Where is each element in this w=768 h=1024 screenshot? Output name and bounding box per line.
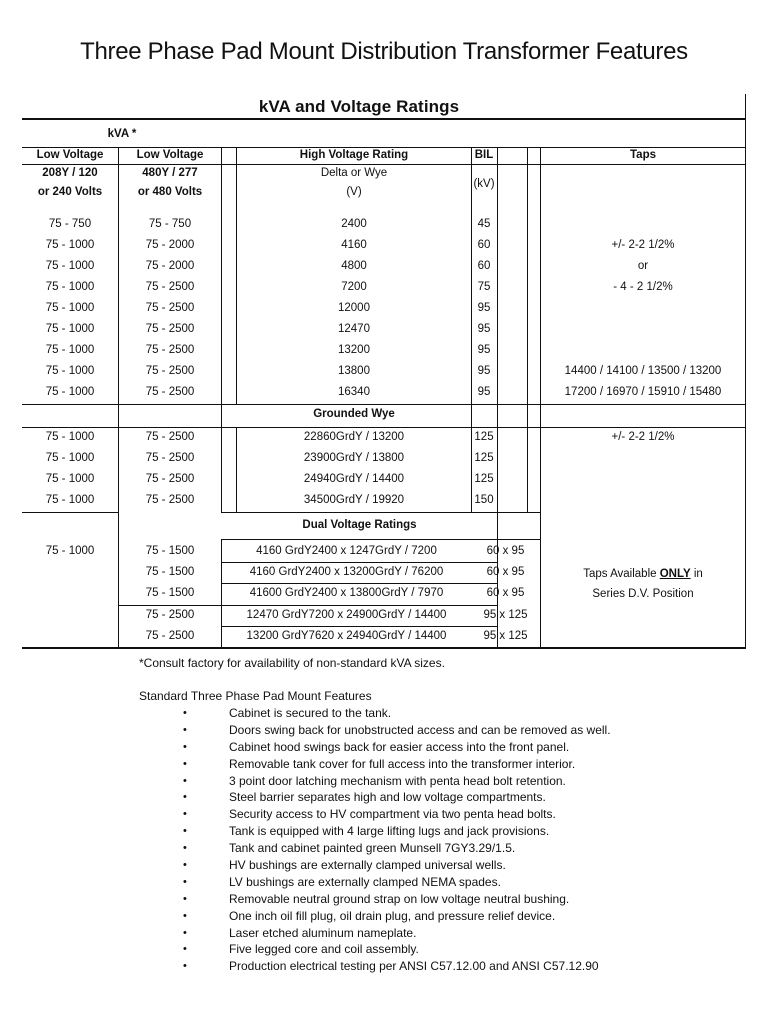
- rule: [22, 512, 118, 513]
- feature-text: Production electrical testing per ANSI C57.12.00 and ANSI C57.12.90: [229, 959, 599, 974]
- cell-hv: 12470 GrdY7200 x 24900GrdY / 14400: [246, 609, 447, 622]
- rule: [22, 427, 746, 428]
- cell-lv2: 75 - 2500: [145, 473, 195, 486]
- cell-bil: 95: [477, 386, 491, 399]
- cell-bil: 95 x 125: [483, 609, 528, 622]
- cell-bil: 95: [477, 344, 491, 357]
- cell-hv: 4160 GrdY2400 x 1247GrdY / 7200: [256, 545, 437, 558]
- bullet: •: [183, 960, 187, 973]
- cell-lv1: 75 - 1000: [45, 260, 95, 273]
- bullet: •: [183, 723, 187, 736]
- cell-bil: 45: [477, 218, 491, 231]
- list-item: [180, 891, 611, 908]
- cell-hv: 4800: [341, 260, 367, 273]
- cell-lv1: 75 - 1000: [45, 545, 95, 558]
- subheader: or 480 Volts: [137, 186, 203, 199]
- rule: [22, 404, 746, 405]
- cell-hv: 22860GrdY / 13200: [303, 431, 405, 444]
- cell-bil: 95: [477, 365, 491, 378]
- cell-lv1: 75 - 1000: [45, 452, 95, 465]
- dual-taps-post: in: [690, 568, 703, 581]
- rule: [221, 626, 497, 627]
- cell-lv2: 75 - 2500: [145, 609, 195, 622]
- cell-lv2: 75 - 2500: [145, 344, 195, 357]
- cell-hv: 4160 GrdY2400 x 13200GrdY / 76200: [249, 566, 444, 579]
- bullet: •: [183, 943, 187, 956]
- cell-lv1: 75 - 1000: [45, 386, 95, 399]
- rule: [118, 605, 497, 606]
- feature-text: Steel barrier separates high and low voltage compartments.: [229, 790, 546, 805]
- ratings-table: [22, 94, 746, 648]
- list-item: [180, 773, 611, 790]
- feature-text: Five legged core and coil assembly.: [229, 942, 419, 957]
- cell-bil: 75: [477, 281, 491, 294]
- bullet: •: [183, 740, 187, 753]
- grounded-wye-label: Grounded Wye: [313, 408, 395, 421]
- cell-hv: 34500GrdY / 19920: [303, 494, 405, 507]
- bullet: •: [183, 808, 187, 821]
- cell-lv2: 75 - 2500: [145, 494, 195, 507]
- list-item: [180, 739, 611, 756]
- list-item: [180, 840, 611, 857]
- cell-hv: 4160: [341, 239, 367, 252]
- cell-lv2: 75 - 750: [148, 218, 192, 231]
- list-item: [180, 789, 611, 806]
- cell-lv1: 75 - 1000: [45, 494, 95, 507]
- taps-text: - 4 - 2 1/2%: [613, 281, 673, 294]
- bullet: •: [183, 707, 187, 719]
- header-low-voltage-1: Low Voltage: [36, 149, 104, 162]
- cell-bil: 95: [477, 302, 491, 315]
- feature-text: LV bushings are externally clamped NEMA spades.: [229, 874, 501, 889]
- cell-bil: 60: [477, 260, 491, 273]
- feature-text: Cabinet hood swings back for easier access into the front panel.: [229, 739, 570, 754]
- feature-text: Tank and cabinet painted green Munsell 7GY3.29/1.5.: [229, 841, 516, 856]
- header-high-voltage: High Voltage Rating: [299, 149, 409, 162]
- header-bil: BIL: [474, 149, 494, 162]
- dual-taps-only: ONLY: [659, 568, 691, 581]
- cell-lv1: 75 - 1000: [45, 431, 95, 444]
- cell-hv: 7200: [341, 281, 367, 294]
- cell-lv2: 75 - 1500: [145, 566, 195, 579]
- cell-lv2: 75 - 2500: [145, 365, 195, 378]
- list-item: [180, 756, 611, 773]
- list-item: [180, 705, 611, 722]
- cell-lv2: 75 - 2500: [145, 386, 195, 399]
- cell-lv2: 75 - 1500: [145, 545, 195, 558]
- cell-lv1: 75 - 1000: [45, 281, 95, 294]
- bullet: •: [183, 892, 187, 905]
- cell-lv2: 75 - 2500: [145, 630, 195, 643]
- cell-lv2: 75 - 2500: [145, 302, 195, 315]
- cell-bil: 95: [477, 323, 491, 336]
- cell-hv: 24940GrdY / 14400: [303, 473, 405, 486]
- bullet: •: [183, 842, 187, 855]
- cell-lv1: 75 - 1000: [45, 344, 95, 357]
- list-item: [180, 908, 611, 925]
- bullet: •: [183, 791, 187, 804]
- cell-lv1: 75 - 1000: [45, 323, 95, 336]
- rule: [527, 147, 528, 513]
- table-bottom-border: [22, 647, 746, 649]
- cell-bil: 150: [474, 494, 494, 507]
- cell-bil: 60 x 95: [486, 587, 525, 600]
- subheader: (V): [346, 186, 362, 199]
- taps-text: +/- 2-2 1/2%: [611, 431, 675, 444]
- cell-bil: 95 x 125: [483, 630, 528, 643]
- list-item: [180, 958, 611, 975]
- subheader: (kV): [473, 178, 495, 191]
- rule: [221, 147, 222, 513]
- page-title: Three Phase Pad Mount Distribution Transformer Features: [80, 38, 688, 65]
- feature-text: Doors swing back for unobstructed access and can be removed as well.: [229, 722, 611, 737]
- cell-lv2: 75 - 1500: [145, 587, 195, 600]
- dual-taps-line2: Series D.V. Position: [592, 588, 694, 601]
- subheader: 480Y / 277: [142, 167, 198, 180]
- table-top-border: [22, 118, 746, 120]
- cell-hv: 23900GrdY / 13800: [303, 452, 405, 465]
- features-title: Standard Three Phase Pad Mount Features: [139, 689, 372, 703]
- cell-lv2: 75 - 2500: [145, 452, 195, 465]
- cell-lv2: 75 - 2500: [145, 431, 195, 444]
- list-item: [180, 857, 611, 874]
- bullet: •: [183, 909, 187, 922]
- bullet: •: [183, 875, 187, 888]
- rule: [221, 583, 497, 584]
- cell-hv: 16340: [338, 386, 370, 399]
- rule: [22, 164, 746, 165]
- header-taps: Taps: [630, 149, 656, 162]
- features-list: [180, 705, 611, 975]
- kva-header: kVA *: [107, 128, 137, 141]
- cell-hv: 41600 GrdY2400 x 13800GrdY / 7970: [249, 587, 444, 600]
- feature-text: Tank is equipped with 4 large lifting lugs and jack provisions.: [229, 824, 550, 839]
- subheader: 208Y / 120: [42, 167, 98, 180]
- cell-lv1: 75 - 1000: [45, 473, 95, 486]
- rule: [221, 539, 540, 540]
- feature-text: Security access to HV compartment via two penta head bolts.: [229, 807, 556, 822]
- bullet: •: [183, 774, 187, 787]
- cell-bil: 60: [477, 239, 491, 252]
- dual-taps-pre: Taps Available: [583, 568, 660, 581]
- cell-hv: 13200: [338, 344, 370, 357]
- bullet: •: [183, 859, 187, 872]
- cell-lv2: 75 - 2500: [145, 281, 195, 294]
- taps-text: 17200 / 16970 / 15910 / 15480: [564, 386, 722, 399]
- header-low-voltage-2: Low Voltage: [136, 149, 204, 162]
- list-item: [180, 874, 611, 891]
- feature-text: 3 point door latching mechanism with penta head bolt retention.: [229, 773, 566, 788]
- cell-hv: 2400: [341, 218, 367, 231]
- rule: [221, 512, 540, 513]
- list-item: [180, 925, 611, 942]
- list-item: [180, 722, 611, 739]
- taps-text: or: [637, 260, 649, 273]
- rule: [221, 562, 497, 563]
- list-item: [180, 823, 611, 840]
- cell-lv1: 75 - 750: [48, 218, 92, 231]
- list-item: [180, 941, 611, 958]
- list-item: [180, 806, 611, 823]
- feature-text: One inch oil fill plug, oil drain plug, and pressure relief device.: [229, 908, 556, 923]
- bullet: •: [183, 926, 187, 939]
- cell-bil: 60 x 95: [486, 566, 525, 579]
- cell-lv1: 75 - 1000: [45, 365, 95, 378]
- feature-text: Removable tank cover for full access into the transformer interior.: [229, 756, 576, 771]
- cell-lv2: 75 - 2000: [145, 260, 195, 273]
- cell-hv: 13800: [338, 365, 370, 378]
- cell-lv2: 75 - 2500: [145, 323, 195, 336]
- footnote: *Consult factory for availability of non-standard kVA sizes.: [139, 656, 445, 670]
- feature-text: Laser etched aluminum nameplate.: [229, 925, 417, 940]
- bullet: •: [183, 825, 187, 838]
- cell-bil: 125: [474, 473, 494, 486]
- cell-lv1: 75 - 1000: [45, 302, 95, 315]
- cell-lv2: 75 - 2000: [145, 239, 195, 252]
- subheader: or 240 Volts: [37, 186, 103, 199]
- bullet: •: [183, 757, 187, 770]
- cell-hv: 12000: [338, 302, 370, 315]
- table-title: kVA and Voltage Ratings: [258, 96, 460, 116]
- dual-taps-note: [540, 568, 746, 582]
- cell-bil: 125: [474, 431, 494, 444]
- cell-bil: 60 x 95: [486, 545, 525, 558]
- taps-text: +/- 2-2 1/2%: [611, 239, 675, 252]
- cell-hv: 12470: [338, 323, 370, 336]
- subheader: Delta or Wye: [320, 167, 388, 180]
- cell-lv1: 75 - 1000: [45, 239, 95, 252]
- taps-text: 14400 / 14100 / 13500 / 13200: [564, 365, 722, 378]
- feature-text: HV bushings are externally clamped universal wells.: [229, 858, 506, 873]
- cell-bil: 125: [474, 452, 494, 465]
- cell-hv: 13200 GrdY7620 x 24940GrdY / 14400: [246, 630, 447, 643]
- feature-text: Removable neutral ground strap on low voltage neutral bushing.: [229, 891, 570, 906]
- feature-text: Cabinet is secured to the tank.: [229, 706, 392, 720]
- dual-voltage-label: Dual Voltage Ratings: [302, 519, 417, 532]
